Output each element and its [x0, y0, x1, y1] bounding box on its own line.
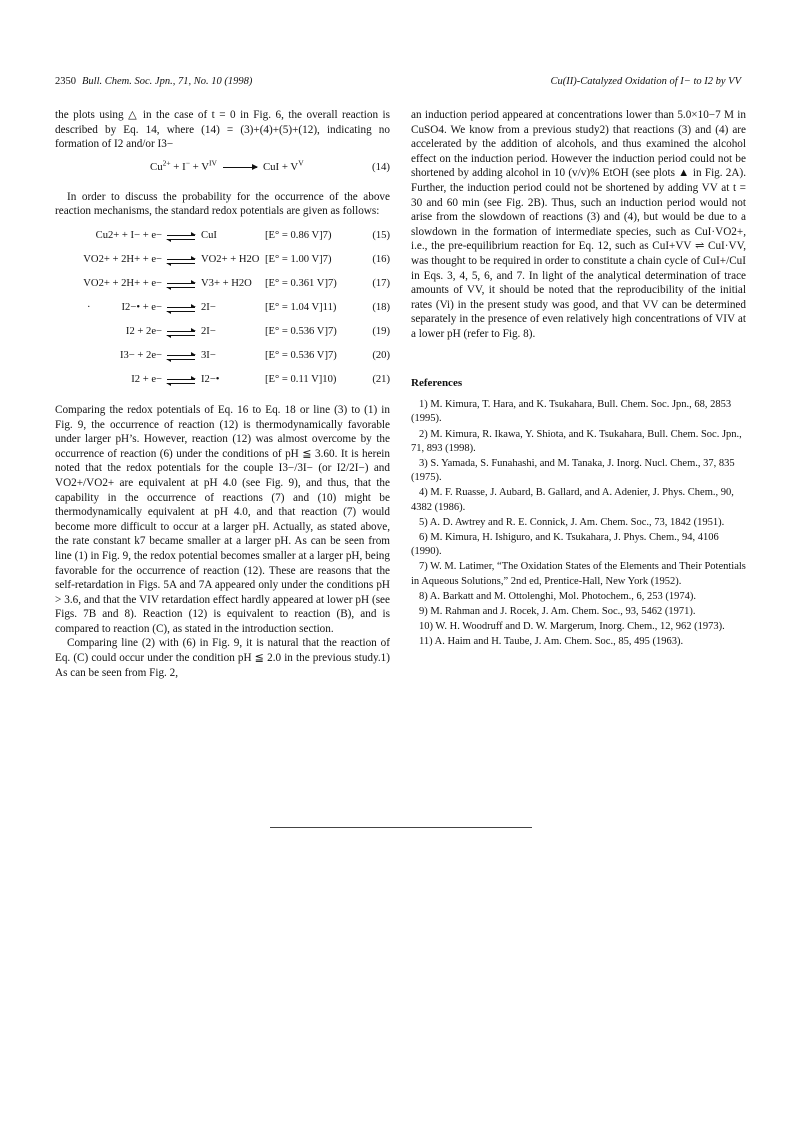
bullet-dot-icon: ·: [87, 301, 91, 313]
reference-item: 6) M. Kimura, H. Ishiguro, and K. Tsukahara, J. Phys. Chem., 94, 4106 (1990).: [411, 531, 719, 558]
equilibrium-arrow-icon: [167, 282, 195, 290]
equilibrium-arrow-icon: [167, 330, 195, 338]
reference-item: 7) W. M. Latimer, “The Oxidation States of the Elements and Their Potentials in Aqueous Solutions,” 2nd ed, Prentice-Hall, New York (1952).: [411, 561, 746, 587]
references-heading: References: [411, 376, 463, 389]
reference-item: 1) M. Kimura, T. Hara, and K. Tsukahara, Bull. Chem. Soc. Jpn., 68, 2853 (1995).: [411, 399, 732, 425]
references-list: [411, 398, 746, 649]
paragraph: the plots using △ in the case of t = 0 in Fig. 6, the overall reaction is described by Eq. 14, where (14) = (3)+(4)+(5)+(12), indicating no formation of I2 and/or I3−: [55, 109, 390, 151]
redox-equation: VO2+ + 2H+ + e− V3+ + H2O [E° = 0.361 V]7) (17): [83, 277, 390, 289]
equilibrium-arrow-icon: [167, 378, 195, 386]
right-column: [411, 108, 746, 651]
reference-item: 5) A. D. Awtrey and R. E. Connick, J. Am. Chem. Soc., 73, 1842 (1951).: [419, 516, 725, 528]
reference-item: 8) A. Barkatt and M. Ottolenghi, Mol. Photochem., 6, 253 (1974).: [419, 590, 697, 602]
end-rule: [270, 827, 532, 828]
equilibrium-arrow-icon: [167, 234, 195, 242]
reference-item: 2) M. Kimura, R. Ikawa, Y. Shiota, and K. Tsukahara, Bull. Chem. Soc. Jpn., 71, 893 (1998).: [411, 428, 742, 454]
reference-item: 3) S. Yamada, S. Funahashi, and M. Tanaka, J. Inorg. Nucl. Chem., 37, 835 (1975).: [411, 457, 735, 484]
redox-equation: I3− + 2e− 3I− [E° = 0.536 V]7) (20): [119, 349, 390, 361]
journal-citation: Bull. Chem. Soc. Jpn., 71, No. 10 (1998): [82, 76, 253, 87]
paragraph: Comparing line (2) with (6) in Fig. 9, it is natural that the reaction of Eq. (C) could occur under the condition pH ≦ 2.0 in the previous study.1) As can be seen from Fig. 2,: [55, 637, 390, 679]
redox-equation: Cu2+ + I− + e− CuI [E° = 0.86 V]7) (15): [95, 229, 390, 241]
equilibrium-arrow-icon: [167, 354, 195, 362]
paragraph: Comparing the redox potentials of Eq. 16 to Eq. 18 or line (3) to (1) in Fig. 9, the occurrence of reaction (12) is thermodynamically favorable under larger pH’s. However, reaction (12) was almost overcome by the occurrence of reaction (6) under the conditions of pH ≦ 3.60. It is herein noted that the redox potentials for the couple I3−/3I− (or I2/2I−) and VO2+/VO2+ are equivalent at pH 4.0 (see Fig. 9), and thus, that the capability in the occurrence of reactions (7) and (10) might be thermodynamically equivalent at pH 4.0, and that reaction (7) would become more difficult to occur at a larger pH. Actually, as stated above, the rate constant k7 became smaller at a larger pH. As can be seen from line (1) in Fig. 9, the redox potential becomes smaller at a larger pH, being favorable for the occurrence of reaction (12). These are reasons that the self-retardation in Figs. 5A and 7A appeared only under the conditions pH > 3.6, and that the VIV retardation effect hardly appeared at lower pH (see Figs. 7B and 8). Reaction (12) is equivalent to reaction (B), and is compared to reaction (C), as stated in the introduction section.: [55, 403, 390, 635]
reference-item: 9) M. Rahman and J. Rocek, J. Am. Chem. Soc., 93, 5462 (1971).: [419, 605, 696, 617]
running-title: Cu(II)-Catalyzed Oxidation of I− to I2 by VV: [550, 76, 741, 87]
equilibrium-arrow-icon: [167, 306, 195, 314]
reference-item: 11) A. Haim and H. Taube, J. Am. Chem. Soc., 85, 495 (1963).: [419, 636, 684, 648]
reference-item: 4) M. F. Ruasse, J. Aubard, B. Gallard, and A. Adenier, J. Phys. Chem., 90, 4382 (1986).: [411, 487, 734, 513]
equilibrium-arrow-icon: [167, 258, 195, 266]
equation-body: $Cu^{2+} + I^- + V^{IV}$ CuI + $V^V$: [150, 158, 304, 173]
page-header: [55, 76, 741, 92]
right-arrow-icon: [223, 167, 257, 168]
redox-equation: I2 + e− I2−• [E° = 0.11 V]10) (21): [131, 373, 390, 385]
paragraph: an induction period appeared at concentrations lower than 5.0×10−7 M in CuSO4. We know from a previous study2) that reactions (3) and (4) are accelerated by the addition of alcohols, and thus examined the alcohol effect on the induction period. However the induction period could not be shortened by adding alcohol in 10 (v/v)% EtOH (see plots ▲ in Fig. 2A). Further, the induction period could not be shortened by adding VV at t = 30 and 60 min (see Fig. 2B). Thus, such an induction period would not arise from the slowdown of reactions (3) and (4), but would be due to a slowdown in the formation of intermediate species, such as CuI·VO2+, i.e., the pre-equilibrium reaction for Eq. 12, such as CuI+VV ⇌ CuI·VV, was thought to be required in order to constitute a chain cycle of CuI+/CuI in Eqs. 3, 4, 5, 6, and 7. In light of the analytical determination of trace amounts of VV, it should be noted that the reproducibility of the initial rates (Vi) in the present study was good, and that VV can be determined separately in the presence of even relatively high concentrations of VIV at a lower pH (refer to Fig. 8).: [411, 109, 746, 340]
equation-14: [55, 160, 390, 176]
redox-equation: · I2−• + e− 2I− [E° = 1.04 V]11) (18): [55, 301, 390, 325]
header-left: [55, 76, 252, 87]
reference-item: 10) W. H. Woodruff and D. W. Margerum, Inorg. Chem., 12, 962 (1973).: [419, 621, 725, 633]
equation-number: (14): [372, 160, 390, 173]
paragraph: In order to discuss the probability for the occurrence of the above reaction mechanisms, the standard redox potentials are given as follows:: [55, 190, 390, 218]
page-number: 2350: [55, 76, 76, 87]
redox-equation: VO2+ + 2H+ + e− VO2+ + H2O [E° = 1.00 V]7) (16): [83, 253, 390, 265]
redox-potential-list: [55, 229, 390, 397]
redox-equation: I2 + 2e− 2I− [E° = 0.536 V]7) (19): [125, 325, 390, 337]
left-column: [55, 108, 390, 680]
